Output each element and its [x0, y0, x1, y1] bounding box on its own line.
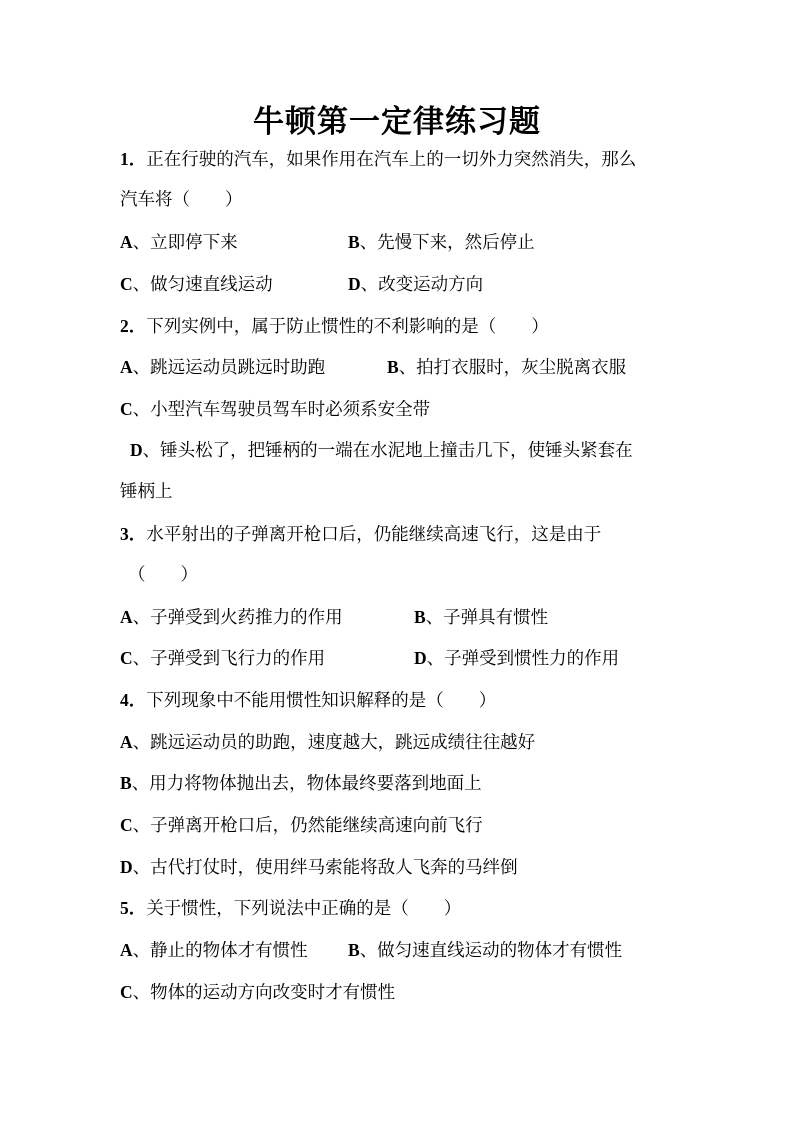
- option-label: A: [120, 940, 133, 960]
- option-c: [120, 646, 325, 671]
- question-text: 关于惯性，下列说法中正确的是（ ）: [146, 899, 462, 919]
- option-label: D: [348, 274, 361, 294]
- option-b: [120, 771, 482, 796]
- option-text: 、子弹受到惯性力的作用: [426, 649, 620, 669]
- option-text: 、先慢下来，然后停止: [359, 233, 535, 253]
- option-text: 、锤头松了，把锤柄的一端在水泥地上撞击几下，使锤头紧套在: [142, 441, 633, 461]
- option-text: 、立即停下来: [132, 233, 238, 253]
- option-label: C: [120, 274, 133, 294]
- option-d: [348, 272, 483, 297]
- option-text: 、古代打仗时，使用绊马索能将敌人飞奔的马绊倒: [132, 858, 518, 878]
- option-c: [120, 397, 430, 422]
- option-label: D: [414, 648, 427, 668]
- question-text: 水平射出的子弹离开枪口后，仍能继续高速飞行，这是由于: [146, 525, 602, 545]
- option-text: 、做匀速直线运动: [132, 275, 273, 295]
- option-label: A: [120, 357, 133, 377]
- option-label: B: [348, 940, 360, 960]
- option-text: 、拍打衣服时，灰尘脱离衣服: [398, 358, 627, 378]
- option-b: [348, 938, 622, 963]
- option-label: C: [120, 815, 133, 835]
- option-text: 、小型汽车驾驶员驾车时必须系安全带: [132, 400, 431, 420]
- option-label: B: [120, 773, 132, 793]
- option-text: 、子弹具有惯性: [425, 608, 549, 628]
- option-text: 、子弹受到火药推力的作用: [132, 608, 343, 628]
- option-a: [120, 605, 343, 630]
- question-number: 3．: [120, 524, 147, 544]
- option-b: [348, 230, 535, 255]
- option-d-cont: 锤柄上: [120, 482, 173, 502]
- page-title: 牛顿第一定律练习题: [253, 104, 541, 140]
- option-label: C: [120, 399, 133, 419]
- option-label: D: [120, 857, 133, 877]
- option-a: [120, 730, 535, 755]
- question-2-stem: [120, 314, 549, 339]
- option-text: 、改变运动方向: [360, 275, 484, 295]
- question-text: 正在行驶的汽车，如果作用在汽车上的一切外力突然消失，那么: [146, 150, 637, 170]
- question-text: 下列实例中，属于防止惯性的不利影响的是（ ）: [146, 317, 549, 337]
- question-1-stem-cont: 汽车将（ ）: [120, 190, 243, 210]
- option-b: [387, 355, 626, 380]
- question-number: 5．: [120, 898, 147, 918]
- option-a: [120, 938, 308, 963]
- question-number: 4．: [120, 690, 147, 710]
- option-label: C: [120, 982, 133, 1002]
- question-1-stem: [120, 147, 636, 172]
- option-text: 、跳远运动员的助跑，速度越大，跳远成绩往往越好: [132, 733, 536, 753]
- option-b: [414, 605, 548, 630]
- option-d: [120, 855, 518, 880]
- question-3-stem: [120, 522, 601, 547]
- option-text: 、用力将物体抛出去，物体最终要落到地面上: [131, 774, 482, 794]
- option-label: A: [120, 232, 133, 252]
- question-4-stem: [120, 688, 496, 713]
- question-number: 1．: [120, 149, 147, 169]
- option-label: A: [120, 732, 133, 752]
- option-text: 、跳远运动员跳远时助跑: [132, 358, 326, 378]
- option-text: 、做匀速直线运动的物体才有惯性: [359, 941, 623, 961]
- option-d: [414, 646, 619, 671]
- question-text: 下列现象中不能用惯性知识解释的是（ ）: [146, 691, 497, 711]
- option-label: B: [414, 607, 426, 627]
- option-a: [120, 355, 325, 380]
- option-a: [120, 230, 238, 255]
- option-label: B: [387, 357, 399, 377]
- option-c: [120, 813, 483, 838]
- option-label: A: [120, 607, 133, 627]
- option-text: 、物体的运动方向改变时才有惯性: [132, 983, 396, 1003]
- option-d: [130, 438, 633, 463]
- option-text: 、静止的物体才有惯性: [132, 941, 308, 961]
- option-text: 、子弹受到飞行力的作用: [132, 649, 326, 669]
- option-label: C: [120, 648, 133, 668]
- question-5-stem: [120, 896, 461, 921]
- option-label: D: [130, 440, 143, 460]
- option-c: [120, 272, 273, 297]
- option-c: [120, 980, 395, 1005]
- question-number: 2．: [120, 316, 147, 336]
- option-label: B: [348, 232, 360, 252]
- question-3-stem-cont: （ ）: [128, 565, 198, 585]
- option-text: 、子弹离开枪口后，仍然能继续高速向前飞行: [132, 816, 483, 836]
